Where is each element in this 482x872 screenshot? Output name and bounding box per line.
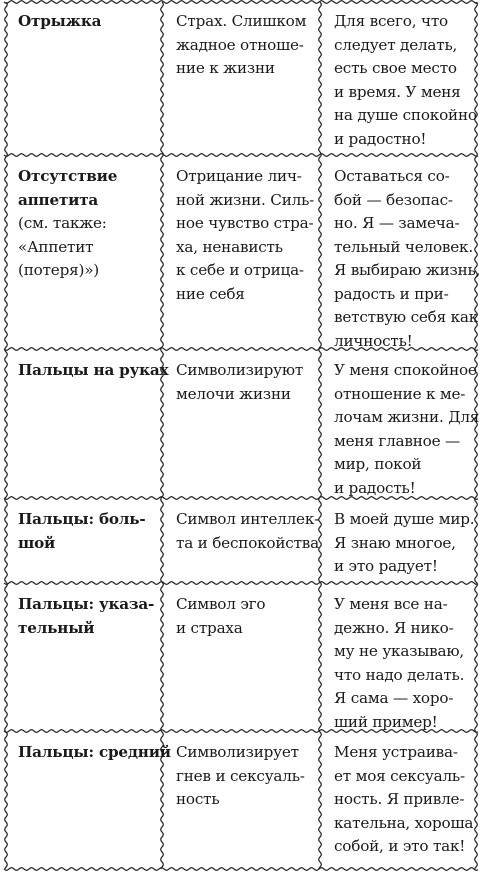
text-line: отношение к ме- <box>334 384 466 403</box>
text-line: (потеря)») <box>18 261 100 279</box>
affirmation-cell <box>330 583 478 734</box>
term-line: Отсутствие <box>18 167 118 185</box>
term-line: Отрыжка <box>18 12 102 30</box>
cause-cell <box>172 498 320 555</box>
affirmation-cell <box>330 0 478 151</box>
text-line: Я выбираю жизнь, <box>334 261 481 279</box>
term-cell <box>14 731 171 765</box>
text-line: личность! <box>334 331 413 350</box>
text-line: ет моя сексуаль- <box>334 766 465 785</box>
text-line: тельный человек. <box>334 237 473 256</box>
affirmation-cell <box>330 155 481 353</box>
text-line: кательна, хороша <box>334 813 474 832</box>
text-line: ность. Я привле- <box>334 790 465 808</box>
table-row <box>0 349 482 498</box>
affirmation-cell <box>330 349 478 500</box>
text-line: Символ эго <box>176 595 266 613</box>
table-row <box>0 731 482 872</box>
term-line: Пальцы на руках <box>18 361 169 379</box>
text-line: ветствую себя как <box>334 308 479 326</box>
term-line: шой <box>18 533 56 552</box>
text-line: мелочи жизни <box>176 384 291 403</box>
text-line: У меня спокойное <box>334 361 477 379</box>
text-line: Символ интеллек- <box>176 510 320 528</box>
cause-cell <box>172 155 315 306</box>
table-row <box>0 583 482 731</box>
text-line: мир, покой <box>334 455 422 473</box>
text-line: та и беспокойства <box>176 533 320 552</box>
text-line: бой — безопас- <box>334 190 453 209</box>
text-line: и страха <box>176 618 243 637</box>
table-row <box>0 155 482 349</box>
text-line: ха, ненависть <box>176 237 283 256</box>
text-line: собой, и это так! <box>334 837 466 855</box>
cause-cell <box>172 583 312 640</box>
text-line: следует делать, <box>334 35 458 54</box>
text-line: Отрицание лич- <box>176 167 302 185</box>
text-line: В моей душе мир. <box>334 510 475 528</box>
cause-cell <box>172 0 312 81</box>
text-line: ние к жизни <box>176 59 275 77</box>
text-line: дежно. Я нико- <box>334 618 454 637</box>
term-line: тельный <box>18 618 95 637</box>
text-line: гнев и сексуаль- <box>176 766 305 785</box>
affirmation-cell <box>330 498 478 579</box>
text-line: и время. У меня <box>334 82 461 101</box>
text-line: «Аппетит <box>18 237 94 256</box>
text-line: (см. также: <box>18 214 107 232</box>
text-line: ший пример! <box>334 712 438 731</box>
cause-cell <box>172 731 312 812</box>
text-line: Символизирует <box>176 743 299 761</box>
term-line: Пальцы: указа- <box>18 595 155 613</box>
text-line: Страх. Слишком <box>176 12 307 30</box>
table-row <box>0 498 482 583</box>
text-line: есть свое место <box>334 59 457 77</box>
text-line: радость и при- <box>334 284 449 303</box>
text-line: жадное отноше- <box>176 35 304 54</box>
text-line: ность <box>176 790 220 808</box>
term-cell <box>14 349 169 383</box>
text-line: ной жизни. Силь- <box>176 190 315 209</box>
text-line: У меня все на- <box>334 595 448 613</box>
text-line: Оставаться со- <box>334 167 450 185</box>
term-cell <box>14 583 158 640</box>
text-line: и это радует! <box>334 557 438 575</box>
text-line: лочам жизни. Для <box>334 408 480 426</box>
text-line: что надо делать. <box>334 665 465 684</box>
text-line: и радостно! <box>334 129 427 148</box>
term-cell <box>14 155 158 283</box>
text-line: Меня устраива- <box>334 743 458 761</box>
affirmation-cell <box>330 731 478 859</box>
table-row <box>0 0 482 155</box>
term-cell <box>14 498 158 555</box>
term-line: аппетита <box>18 190 99 209</box>
text-line: Я знаю многое, <box>334 533 456 552</box>
text-line: ние себя <box>176 284 245 303</box>
term-line: Пальцы: боль- <box>18 510 146 528</box>
text-line: на душе спокойно <box>334 106 477 124</box>
text-line: Я сама — хоро- <box>334 689 454 707</box>
text-line: ное чувство стра- <box>176 214 314 232</box>
text-line: меня главное — <box>334 431 461 450</box>
text-line: му не указываю, <box>334 642 465 660</box>
term-cell <box>14 0 158 34</box>
term-line: Пальцы: средний <box>18 743 171 761</box>
text-line: и радость! <box>334 478 416 497</box>
text-line: Символизируют <box>176 361 304 379</box>
text-line: Для всего, что <box>334 12 448 30</box>
cause-cell <box>172 349 312 406</box>
text-line: но. Я — замеча- <box>334 214 460 232</box>
text-line: к себе и отрица- <box>176 261 304 279</box>
